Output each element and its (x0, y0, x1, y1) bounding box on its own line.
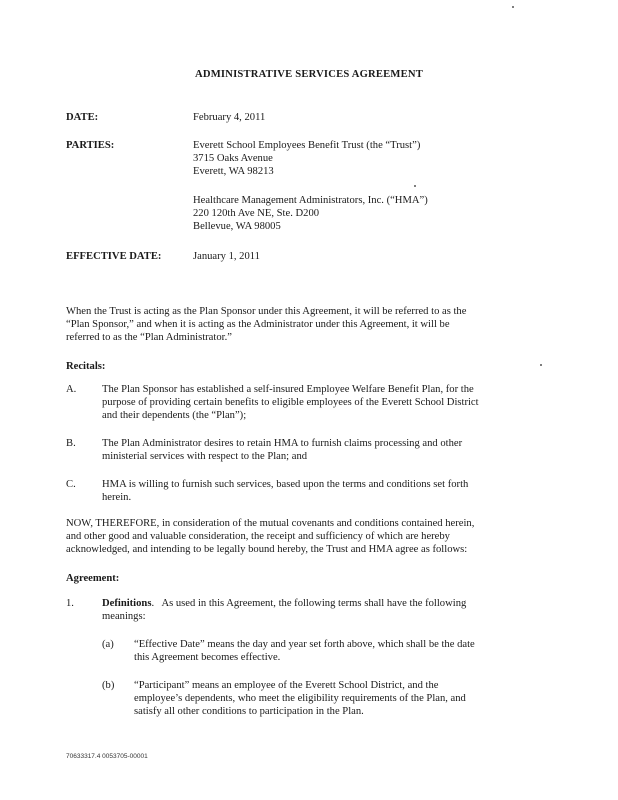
intro-line: When the Trust is acting as the Plan Sponsor under this Agreement, it will be referred to as the (66, 306, 467, 317)
date-value: February 4, 2011 (193, 112, 266, 123)
party-hma-city: Bellevue, WA 98005 (193, 221, 281, 233)
definition-b-mark: (b) (102, 680, 115, 691)
recital-line: purpose of providing certain benefits to eligible employees of the Everett School District (102, 397, 479, 409)
section-1-text (102, 597, 538, 623)
now-therefore-paragraph (66, 517, 538, 557)
recital-line: and their dependents (the “Plan”); (102, 410, 247, 422)
scan-speck (414, 185, 416, 187)
section-1-heading: Definitions (102, 598, 152, 609)
recital-c-text (102, 478, 538, 504)
document-footer-id: 70633317.4 0053705-00001 (66, 753, 148, 760)
section-1-line-text: As used in this Agreement, the following terms shall have the following (161, 598, 467, 609)
recital-a-text (102, 383, 538, 423)
intro-paragraph (66, 305, 538, 345)
party-trust-name: Everett School Employees Benefit Trust (the “Trust”) (193, 140, 421, 151)
recital-c-letter: C. (66, 479, 76, 490)
now-therefore-line: NOW, THEREFORE, in consideration of the mutual covenants and conditions contained herein, (66, 518, 475, 529)
definition-line: “Effective Date” means the day and year set forth above, which shall be the date (134, 639, 475, 650)
recital-b-letter: B. (66, 438, 76, 449)
recital-line: The Plan Sponsor has established a self-insured Employee Welfare Benefit Plan, for the (102, 384, 474, 395)
party-trust-street: 3715 Oaks Avenue (193, 153, 273, 165)
intro-line: referred to as the “Plan Administrator.” (66, 332, 232, 344)
scan-speck (512, 6, 514, 8)
recital-line: The Plan Administrator desires to retain HMA to furnish claims processing and other (102, 438, 463, 449)
party-trust-city: Everett, WA 98213 (193, 166, 274, 178)
intro-line: “Plan Sponsor,” and when it is acting as the Administrator under this Agreement, it will be (66, 319, 450, 331)
definition-b-text (134, 679, 538, 719)
scan-speck (540, 364, 542, 366)
recital-line: herein. (102, 492, 132, 504)
definition-line: satisfy all other conditions to participation in the Plan. (134, 706, 364, 718)
definition-a-text (134, 638, 538, 664)
parties-label: PARTIES: (66, 140, 115, 151)
recitals-heading: Recitals: (66, 361, 106, 372)
party-hma-street: 220 120th Ave NE, Ste. D200 (193, 208, 320, 220)
effective-date-value: January 1, 2011 (193, 251, 260, 262)
now-therefore-line: acknowledged, and intending to be legally bound hereby, the Trust and HMA agree as follows: (66, 544, 468, 556)
definition-line: “Participant” means an employee of the Everett School District, and the (134, 680, 439, 691)
now-therefore-line: and other good and valuable consideration, the receipt and sufficiency of which are hereby (66, 531, 450, 543)
effective-date-label: EFFECTIVE DATE: (66, 251, 162, 262)
date-label: DATE: (66, 112, 99, 123)
recital-a-letter: A. (66, 384, 77, 395)
section-1-line: Definitions. As used in this Agreement, the following terms shall have the following (102, 598, 467, 609)
definition-line: employee’s dependents, who meet the eligibility requirements of the Plan, and (134, 693, 466, 705)
section-1-number: 1. (66, 598, 74, 609)
party-hma (193, 194, 428, 234)
recital-line: HMA is willing to furnish such services, based upon the terms and conditions set forth (102, 479, 469, 490)
recital-b-text (102, 437, 538, 463)
definition-a-mark: (a) (102, 639, 114, 650)
party-hma-name: Healthcare Management Administrators, Inc. (“HMA”) (193, 195, 428, 206)
document-title: ADMINISTRATIVE SERVICES AGREEMENT (195, 69, 423, 80)
recital-line: ministerial services with respect to the Plan; and (102, 451, 308, 463)
definition-line: this Agreement becomes effective. (134, 652, 281, 664)
agreement-heading: Agreement: (66, 573, 120, 584)
party-trust (193, 139, 420, 179)
section-1-line: meanings: (102, 611, 146, 623)
